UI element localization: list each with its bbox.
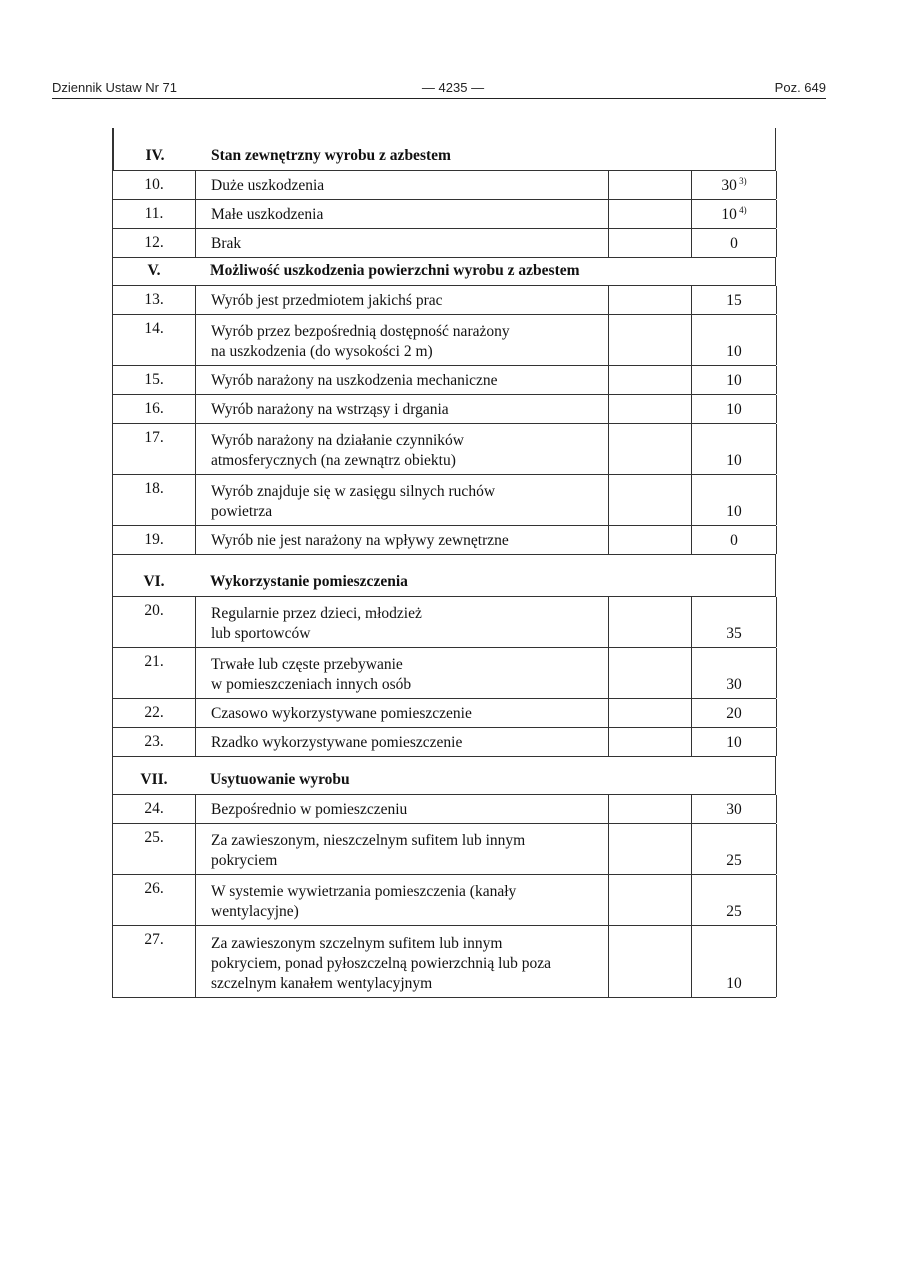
table-row xyxy=(113,648,776,699)
description-line: Czasowo wykorzystywane pomieszczenie xyxy=(211,705,472,722)
row-number: 26. xyxy=(144,880,164,897)
journal-title: Dziennik Ustaw Nr 71 xyxy=(52,80,177,95)
row-description xyxy=(211,800,606,820)
row-description xyxy=(211,205,606,225)
row-points: 15 xyxy=(726,292,742,309)
row-description xyxy=(211,531,606,551)
score-entry-cell xyxy=(608,926,691,997)
description-line: atmosferycznych (na zewnątrz obiektu) xyxy=(211,452,456,469)
description-line: W systemie wywietrzania pomieszczenia (kanały xyxy=(211,883,517,900)
row-points: 10 xyxy=(726,975,742,992)
footnote-ref: 4) xyxy=(736,205,747,215)
row-description xyxy=(211,882,606,922)
section-number: V. xyxy=(147,262,161,279)
row-number: 23. xyxy=(144,733,164,750)
table-row xyxy=(113,475,776,526)
table-row xyxy=(113,200,776,229)
description-line: Za zawieszonym, nieszczelnym sufitem lub innym xyxy=(211,832,526,849)
table-row xyxy=(113,424,776,475)
section-number: VI. xyxy=(143,573,165,590)
description-line: w pomieszczeniach innych osób xyxy=(211,676,412,693)
row-description xyxy=(211,655,606,695)
score-entry-cell xyxy=(608,824,691,874)
row-points: 25 xyxy=(726,852,742,869)
section-title: Wykorzystanie pomieszczenia xyxy=(210,573,408,590)
row-number: 21. xyxy=(144,653,164,670)
score-entry-cell xyxy=(608,597,691,647)
row-number: 18. xyxy=(144,480,164,497)
description-line: Wyrób narażony na wstrząsy i drgania xyxy=(211,401,449,418)
row-number: 17. xyxy=(144,429,164,446)
row-description xyxy=(211,400,606,420)
table-row xyxy=(113,229,776,258)
score-entry-cell xyxy=(608,171,691,199)
row-points: 10 xyxy=(726,343,742,360)
score-entry-cell xyxy=(608,424,691,474)
description-line: Małe uszkodzenia xyxy=(211,206,324,223)
section-number: VII. xyxy=(140,771,168,788)
table-row xyxy=(113,875,776,926)
description-line: powietrza xyxy=(211,503,273,520)
score-entry-cell xyxy=(608,648,691,698)
row-description xyxy=(211,704,606,724)
row-points: 10 xyxy=(726,503,742,520)
row-number: 22. xyxy=(144,704,164,721)
page-number: — 4235 — xyxy=(421,80,485,95)
table-row xyxy=(113,824,776,875)
row-number: 27. xyxy=(144,931,164,948)
row-number: 13. xyxy=(144,291,164,308)
description-line: pokryciem xyxy=(211,852,278,869)
description-line: Wyrób znajduje się w zasięgu silnych ruchów xyxy=(211,483,496,500)
row-description xyxy=(211,371,606,391)
section-header xyxy=(113,757,776,795)
score-entry-cell xyxy=(608,200,691,228)
table-row xyxy=(113,699,776,728)
row-number: 24. xyxy=(144,800,164,817)
row-points: 10 xyxy=(726,372,742,389)
table-row xyxy=(113,395,776,424)
footnote-ref: 3) xyxy=(736,176,747,186)
description-line: Wyrób jest przedmiotem jakichś prac xyxy=(211,292,443,309)
row-points: 30 $^{3)}$ xyxy=(721,176,747,194)
header-rule xyxy=(52,98,826,99)
table-row xyxy=(113,926,776,998)
description-line: Wyrób nie jest narażony na wpływy zewnętrzne xyxy=(211,532,509,549)
row-points: 10 xyxy=(726,452,742,469)
table-row xyxy=(113,597,776,648)
table-row xyxy=(113,366,776,395)
row-points: 0 xyxy=(730,532,738,549)
row-points: 35 xyxy=(726,625,742,642)
description-line: Regularnie przez dzieci, młodzież xyxy=(211,605,422,622)
section-header xyxy=(113,128,776,171)
table-row xyxy=(113,171,776,200)
description-line: lub sportowców xyxy=(211,625,311,642)
row-description xyxy=(211,322,606,362)
section-header xyxy=(113,258,776,286)
description-line: wentylacyjne) xyxy=(211,903,299,920)
score-entry-cell xyxy=(608,728,691,756)
description-line: Duże uszkodzenia xyxy=(211,177,325,194)
row-description xyxy=(211,291,606,311)
section-number: IV. xyxy=(145,147,165,164)
row-number: 12. xyxy=(144,234,164,251)
row-number: 10. xyxy=(144,176,164,193)
row-description xyxy=(211,934,606,994)
row-description xyxy=(211,604,606,644)
description-line: Wyrób przez bezpośrednią dostępność narażony xyxy=(211,323,510,340)
score-entry-cell xyxy=(608,286,691,314)
table-row xyxy=(113,728,776,757)
row-description xyxy=(211,482,606,522)
row-number: 14. xyxy=(144,320,164,337)
assessment-table xyxy=(112,128,776,998)
description-line: Trwałe lub częste przebywanie xyxy=(211,656,403,673)
row-description xyxy=(211,431,606,471)
row-points: 20 xyxy=(726,705,742,722)
position-number: Poz. 649 xyxy=(774,80,826,95)
score-entry-cell xyxy=(608,315,691,365)
row-description xyxy=(211,176,606,196)
row-points: 10 xyxy=(726,401,742,418)
description-line: Za zawieszonym szczelnym sufitem lub innym xyxy=(211,935,503,952)
description-line: pokryciem, ponad pyłoszczelną powierzchnią lub poza xyxy=(211,955,552,972)
table-row xyxy=(113,286,776,315)
description-line: na uszkodzenia (do wysokości 2 m) xyxy=(211,343,433,360)
row-points: 30 xyxy=(726,676,742,693)
row-description xyxy=(211,831,606,871)
score-entry-cell xyxy=(608,795,691,823)
description-line: Rzadko wykorzystywane pomieszczenie xyxy=(211,734,463,751)
row-number: 19. xyxy=(144,531,164,548)
table-row xyxy=(113,315,776,366)
row-number: 15. xyxy=(144,371,164,388)
row-points: 10 xyxy=(726,734,742,751)
description-line: Wyrób narażony na działanie czynników xyxy=(211,432,464,449)
score-entry-cell xyxy=(608,229,691,257)
score-entry-cell xyxy=(608,526,691,554)
score-entry-cell xyxy=(608,699,691,727)
score-entry-cell xyxy=(608,475,691,525)
row-points: 10 $^{4)}$ xyxy=(721,205,747,223)
score-entry-cell xyxy=(608,395,691,423)
table-row xyxy=(113,795,776,824)
row-number: 25. xyxy=(144,829,164,846)
row-number: 20. xyxy=(144,602,164,619)
description-line: Wyrób narażony na uszkodzenia mechaniczne xyxy=(211,372,498,389)
row-number: 11. xyxy=(144,205,164,222)
section-title: Usytuowanie wyrobu xyxy=(210,771,350,788)
row-points: 25 xyxy=(726,903,742,920)
section-header xyxy=(113,555,776,597)
section-title: Stan zewnętrzny wyrobu z azbestem xyxy=(211,147,451,164)
score-entry-cell xyxy=(608,875,691,925)
row-description xyxy=(211,234,606,254)
row-number: 16. xyxy=(144,400,164,417)
score-entry-cell xyxy=(608,366,691,394)
row-description xyxy=(211,733,606,753)
table-row xyxy=(113,526,776,555)
row-points: 0 xyxy=(730,235,738,252)
description-line: Brak xyxy=(211,235,242,252)
description-line: szczelnym kanałem wentylacyjnym xyxy=(211,975,433,992)
section-title: Możliwość uszkodzenia powierzchni wyrobu z azbestem xyxy=(210,262,580,279)
row-points: 30 xyxy=(726,801,742,818)
description-line: Bezpośrednio w pomieszczeniu xyxy=(211,801,408,818)
